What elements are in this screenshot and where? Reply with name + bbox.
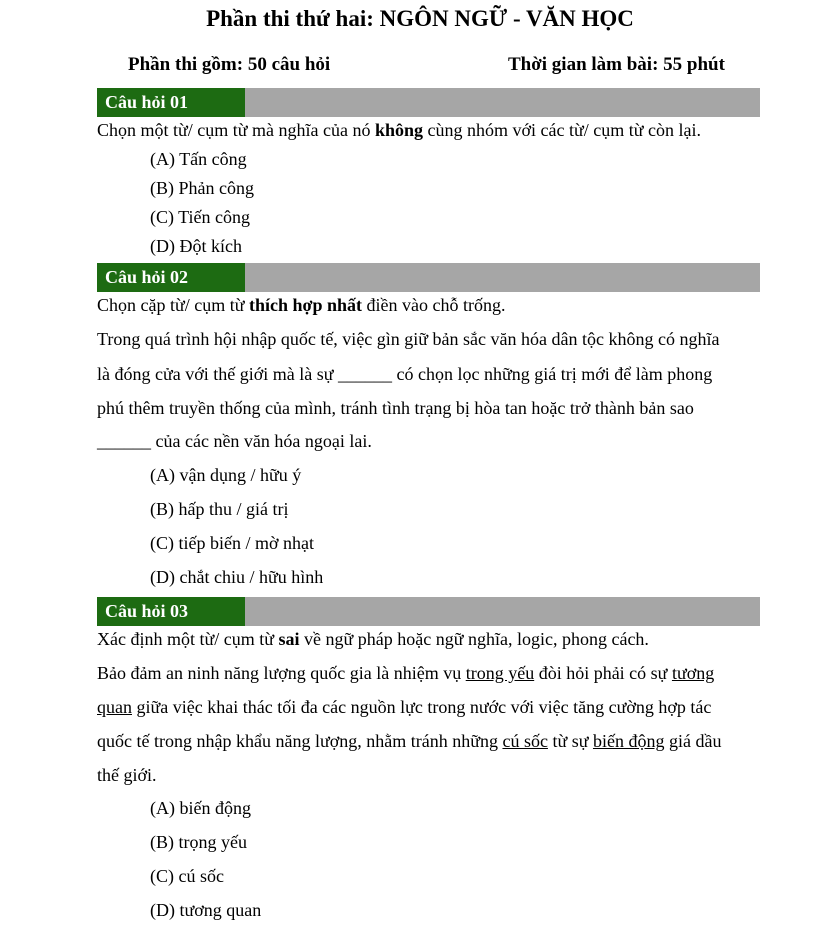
page-title: Phần thi thứ hai: NGÔN NGỮ - VĂN HỌC [206,6,634,31]
question-header-03 [97,597,760,626]
answer-option-b[interactable]: (B) Phản công [150,178,254,198]
question-label: Câu hỏi 01 [97,88,245,117]
passage-line: Trong quá trình hội nhập quốc tế, việc gìn giữ bản sắc văn hóa dân tộc không có nghĩa [97,329,720,349]
question-prompt: Chọn một từ/ cụm từ mà nghĩa của nó không cùng nhóm với các từ/ cụm từ còn lại. [97,120,701,140]
answer-option-b[interactable]: (B) hấp thu / giá trị [150,499,289,519]
underlined-term: cú sốc [502,731,548,751]
question-header-01 [97,88,760,117]
passage-line: thế giới. [97,765,157,785]
question-label: Câu hỏi 03 [97,597,245,626]
underlined-term: biến động [592,731,665,751]
passage-line: quan giữa việc khai thác tối đa các nguồn lực trong nước với việc tăng cường hợp tác [97,697,712,717]
passage-line: ______ của các nền văn hóa ngoại lai. [97,431,372,451]
underlined-term: tương [671,663,715,683]
passage-line: phú thêm truyền thống của mình, tránh tình trạng bị hòa tan hoặc trở thành bản sao [97,398,694,418]
question-count: Phần thi gồm: 50 câu hỏi [128,54,331,75]
passage-line: là đóng cửa với thế giới mà là sự ______ có chọn lọc những giá trị mới để làm phong [97,364,713,384]
time-limit: Thời gian làm bài: 55 phút [508,54,725,75]
answer-option-c[interactable]: (C) Tiến công [150,207,251,227]
answer-option-d[interactable]: (D) chắt chiu / hữu hình [150,567,324,587]
underlined-term: trong yếu [465,663,535,683]
answer-option-c[interactable]: (C) tiếp biến / mờ nhạt [150,533,314,553]
answer-option-a[interactable]: (A) Tấn công [150,149,247,169]
passage-line: quốc tế trong nhập khẩu năng lượng, nhằm tránh những cú sốc từ sự biến động giá dầu [97,731,722,751]
answer-option-a[interactable]: (A) vận dụng / hữu ý [150,465,302,485]
answer-option-d[interactable]: (D) tương quan [150,900,262,920]
question-header-02 [97,263,760,292]
question-prompt: Chọn cặp từ/ cụm từ thích hợp nhất điền vào chỗ trống. [97,295,506,315]
question-prompt: Xác định một từ/ cụm từ sai về ngữ pháp hoặc ngữ nghĩa, logic, phong cách. [97,629,649,649]
passage-line: Bảo đảm an ninh năng lượng quốc gia là nhiệm vụ trong yếu đòi hỏi phải có sự tương [97,663,715,683]
answer-option-b[interactable]: (B) trọng yếu [150,832,247,852]
answer-option-a[interactable]: (A) biến động [150,798,251,818]
answer-option-c[interactable]: (C) cú sốc [150,866,224,886]
underlined-term: quan [97,697,132,717]
answer-option-d[interactable]: (D) Đột kích [150,236,242,256]
question-label: Câu hỏi 02 [97,263,245,292]
